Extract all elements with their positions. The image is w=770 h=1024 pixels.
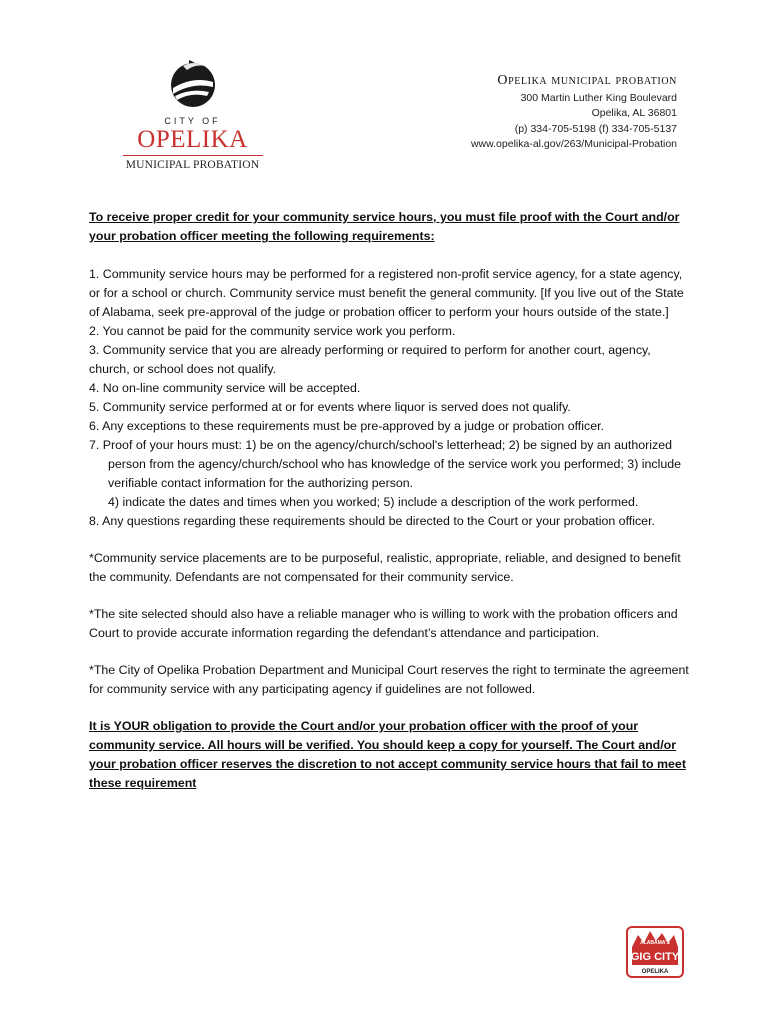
note-paragraph: *The site selected should also have a reliable manager who is willing to work with the probation officers and Court to provide accurate information regarding the defendant’s attendance and participation. [89,607,678,640]
requirement-item: 4. No on-line community service will be accepted. [89,381,361,395]
header-address [471,73,677,153]
badge-top-text: ALABAMA'S [640,940,670,946]
requirement-item: 7. Proof of your hours must: 1) be on the agency/church/school's letterhead; 2) be signed by an authorized person from the agency/church/school who has knowledge of the service work you performed; 3) include verifiable contact information for the authorizing person. [89,438,682,490]
logo-subtitle: MUNICIPAL PROBATION [125,159,260,171]
requirement-item: 6. Any exceptions to these requirements must be pre-approved by a judge or probation officer. [89,419,604,433]
requirement-subitem: 4) indicate the dates and times when you worked; 5) include a description of the work performed. [108,495,639,509]
requirement-item: 2. You cannot be paid for the community service work you perform. [89,324,456,338]
badge-bottom-text: OPELIKA [641,969,669,975]
city-logo [120,58,265,183]
address-street: 300 Martin Luther King Boulevard [520,91,677,104]
org-name: Opelika municipal probation [497,73,677,88]
address-website[interactable]: www.opelika-al.gov/263/Municipal-Probation [470,138,677,150]
requirement-item: 5. Community service performed at or for events where liquor is served does not qualify. [89,400,571,414]
logo-divider [123,155,263,156]
badge-main-text: GIG CITY [630,951,680,963]
address-city: Opelika, AL 36801 [591,107,677,119]
requirements-list [89,265,689,531]
logo-opelika: OPELIKA [137,126,248,153]
note-paragraph: *Community service placements are to be purposeful, realistic, appropriate, reliable, and designed to benefit the community. Defendants are not compensated for their community service. [89,551,681,584]
requirement-item: 1. Community service hours may be performed for a registered non-profit service agency, for a state agency, or for a school or church. Community service must benefit the general community. [If you live out of the State of Alabama, seek pre-approval of the judge or probation officer to perform your hours outside of the state.] [89,267,684,319]
logo-city-of: CITY OF [164,116,221,126]
document-body [89,208,689,793]
note-paragraph: *The City of Opelika Probation Department and Municipal Court reserves the right to terminate the agreement for community service with any participating agency if guidelines are not followed. [89,663,689,696]
gig-city-badge-icon [624,925,686,979]
address-phone: (p) 334-705-5198 (f) 334-705-5137 [514,122,677,135]
obligation-statement: It is YOUR obligation to provide the Court and/or your probation officer with the proof of your community service. All hours will be verified. You should keep a copy for yourself. The Court and/or your probation officer reserves the discretion to not accept community service hours that fail to meet these requirement [89,719,686,790]
opelika-emblem-icon [169,58,217,110]
intro-heading: To receive proper credit for your community service hours, you must file proof with the Court and/or your probation officer meeting the following requirements: [89,210,680,243]
requirement-item: 3. Community service that you are already performing or required to perform for another court, agency, church, or school does not qualify. [89,343,651,376]
requirement-item: 8. Any questions regarding these requirements should be directed to the Court or your probation officer. [89,514,655,528]
gig-city-badge [624,925,686,979]
